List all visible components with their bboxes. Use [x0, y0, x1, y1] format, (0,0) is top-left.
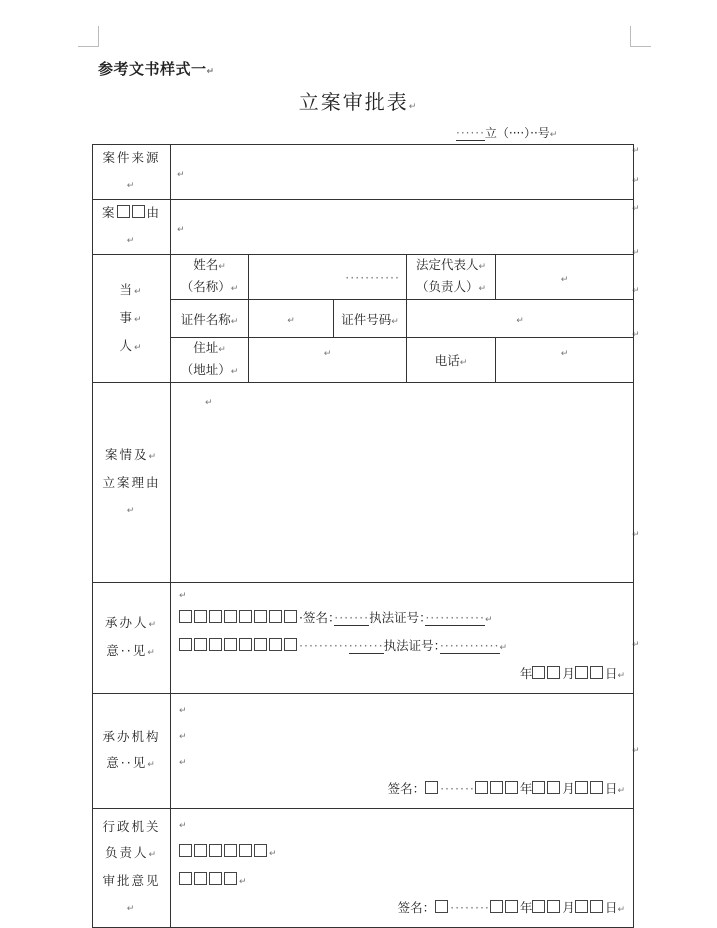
case-reason-row — [93, 200, 634, 255]
address-input[interactable]: ↵ — [249, 338, 407, 383]
row-end-mark: ↵ — [632, 204, 640, 214]
handler-line-2: ·················执法证号：············↵ — [179, 633, 625, 661]
admin-line-1: ↵ — [179, 839, 625, 867]
handler-opinion-row — [93, 583, 634, 694]
admin-approval-input[interactable]: ↵ ↵ ↵ 签名： ········ 年 月 日↵ — [171, 809, 634, 928]
handler-date: 年 月 日↵ — [519, 666, 625, 681]
admin-line-2: ↵ — [179, 867, 625, 895]
name-input[interactable]: ··········· — [249, 255, 407, 300]
org-opinion-row — [93, 694, 634, 809]
handler-opinion-input[interactable]: ↵ ·签名：·······执法证号：············↵ ·················执法证号：············↵ 年 月 日↵ — [171, 583, 634, 694]
org-opinion-input[interactable]: ↵ ↵ ↵ 签名： ······· 年 月 日↵ — [171, 694, 634, 809]
case-source-label: 案件来源↵ — [93, 145, 171, 200]
row-end-mark: ↵ — [632, 146, 640, 156]
address-label: 住址↵ （地址）↵ — [171, 338, 249, 383]
case-reason-input[interactable]: ↵ — [171, 200, 634, 255]
phone-label: 电话↵ — [407, 338, 496, 383]
handler-opinion-label: 承办人↵ 意··见↵ — [93, 583, 171, 694]
case-source-row — [93, 145, 634, 200]
case-details-input[interactable]: ↵ — [171, 383, 634, 583]
document-number[interactable]: ······立（····）··号↵ — [456, 126, 558, 140]
certificate-row — [93, 300, 634, 338]
legal-rep-input[interactable]: ↵ — [496, 255, 634, 300]
case-details-label: 案情及↵ 立案理由↵ — [93, 383, 171, 583]
row-end-mark: ↵ — [632, 248, 640, 258]
party-name-row — [93, 255, 634, 300]
page-corner-mark-right — [630, 26, 651, 47]
admin-approval-label: 行政机关 负责人↵ 审批意见↵ — [93, 809, 171, 928]
admin-sign-date: 签名： ········ 年 月 日↵ — [397, 900, 625, 915]
case-approval-form — [92, 144, 634, 928]
admin-approval-row — [93, 809, 634, 928]
row-end-mark: ↵ — [632, 530, 640, 540]
row-end-mark: ↵ — [632, 176, 640, 186]
org-opinion-label: 承办机构 意··见↵ — [93, 694, 171, 809]
cert-no-input[interactable]: ↵ — [407, 300, 634, 338]
address-row — [93, 338, 634, 383]
page-corner-mark-left — [78, 26, 99, 47]
case-details-row — [93, 383, 634, 583]
name-label: 姓名↵ （名称）↵ — [171, 255, 249, 300]
case-source-input[interactable]: ↵ — [171, 145, 634, 200]
legal-rep-label: 法定代表人↵ （负责人）↵ — [407, 255, 496, 300]
row-end-mark: ↵ — [632, 746, 640, 756]
reference-title: 参考文书样式一↵ — [98, 60, 215, 78]
cert-no-label: 证件号码↵ — [334, 300, 407, 338]
row-end-mark: ↵ — [632, 640, 640, 650]
cert-name-label: 证件名称↵ — [171, 300, 249, 338]
phone-input[interactable]: ↵ — [496, 338, 634, 383]
page-title: 立案审批表↵ — [298, 90, 419, 114]
cert-name-input[interactable]: ↵ — [249, 300, 334, 338]
org-sign-date: 签名： ······· 年 月 日↵ — [387, 781, 625, 796]
row-end-mark: ↵ — [632, 286, 640, 296]
party-label: 当↵ 事↵ 人↵ — [93, 255, 171, 383]
case-reason-label: 案 由↵ — [93, 200, 171, 255]
row-end-mark: ↵ — [632, 330, 640, 340]
handler-line-1: ·签名：·······执法证号：············↵ — [179, 605, 625, 633]
